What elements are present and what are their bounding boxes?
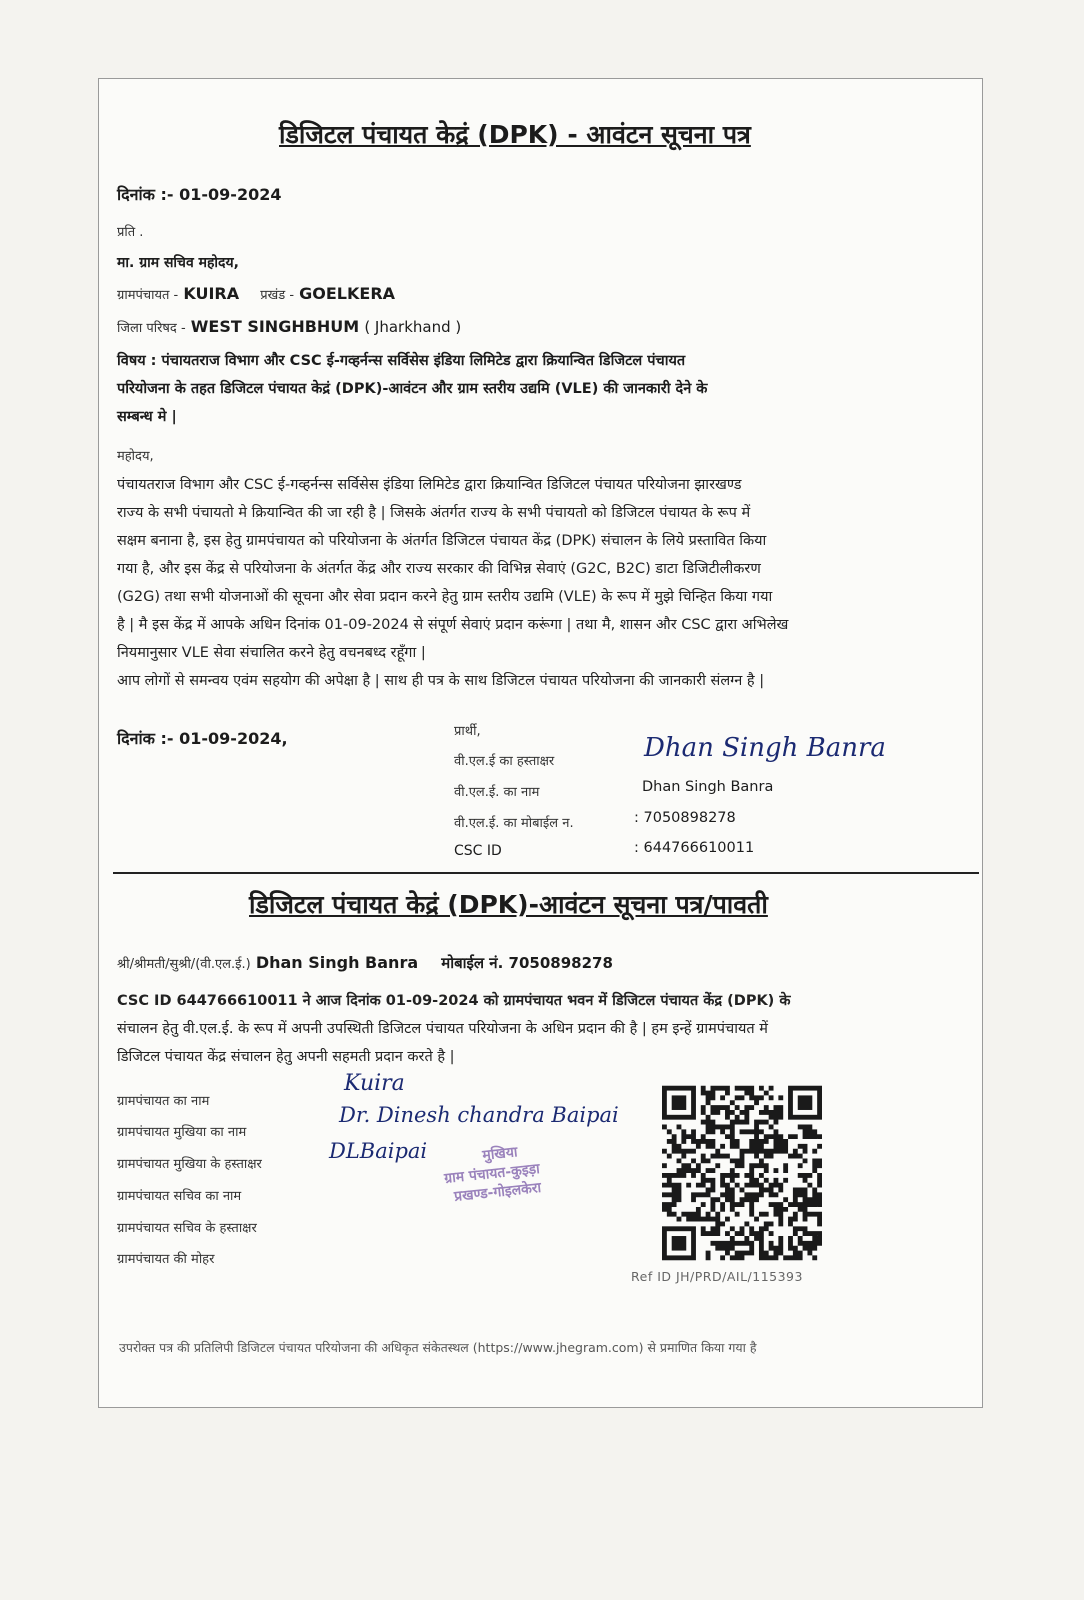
letter-body bbox=[117, 471, 788, 695]
handwritten-mukhiya: Dr. Dinesh chandra Baipai bbox=[339, 1103, 619, 1127]
stamp-line: मुखिया bbox=[481, 1144, 519, 1164]
body-line: (G2G) तथा सभी योजनाओं की सूचना और सेवा प्रदान करने हेतु ग्राम स्तरीय उद्यमि (VLE) के रूप में मुझे चिन्हित किया गया bbox=[117, 589, 773, 605]
vle-signature: Dhan Singh Banra bbox=[644, 733, 886, 763]
secretary-sign-label: ग्रामपंचायत सचिव के हस्ताक्षर bbox=[117, 1221, 257, 1236]
stamp-line: ग्राम पंचायत-कुइड़ा bbox=[443, 1161, 541, 1187]
state-value: ( Jharkhand ) bbox=[364, 318, 462, 336]
receipt-title: डिजिटल पंचायत केद्रं (DPK)-आवंटन सूचना पत्र/पावती bbox=[249, 890, 768, 919]
subject-line-1: विषय : पंचायतराज विभाग और CSC ई-गव्हर्नन्स सर्विसेस इंडिया लिमिटेड द्वारा क्रियान्वित डिजिटल पंचायत bbox=[117, 353, 686, 369]
vle-name-label: वी.एल.ई. का नाम bbox=[454, 785, 540, 800]
vle-sign-label: वी.एल.ई का हस्ताक्षर bbox=[454, 754, 555, 769]
district-value: WEST SINGHBHUM bbox=[190, 317, 360, 336]
panchayat-seal-label: ग्रामपंचायत की मोहर bbox=[117, 1252, 215, 1267]
body-line: पंचायतराज विभाग और CSC ई-गव्हर्नन्स सर्विसेस इंडिया लिमिटेड द्वारा क्रियान्वित डिजिटल पंचायत परियोजना झारखण्ड bbox=[117, 477, 742, 493]
receipt-mobile: मोबाईल नं. 7050898278 bbox=[441, 954, 613, 972]
panchayat-row bbox=[117, 284, 395, 303]
handwritten-panchayat: Kuira bbox=[344, 1071, 405, 1096]
receipt-line: CSC ID 644766610011 ने आज दिनांक 01-09-2024 को ग्रामपंचायत भवन में डिजिटल पंचायत केंद्र (DPK) के bbox=[117, 993, 791, 1009]
subject-line-3: सम्बन्ध मे | bbox=[117, 409, 177, 425]
receipt-line: डिजिटल पंचायत केंद्र संचालन हेतु अपनी सहमती प्रदान करते है | bbox=[117, 1049, 455, 1065]
to-secretary: मा. ग्राम सचिव महोदय, bbox=[117, 255, 239, 271]
sign-date: दिनांक :- 01-09-2024, bbox=[117, 729, 288, 748]
letter-date: दिनांक :- 01-09-2024 bbox=[117, 185, 282, 204]
body-line: गया है, और इस केंद्र से परियोजना के अंतर्गत केंद्र और राज्य सरकार की विभिन्न सेवाएं (G2C, B2C) डाटा डिजिटीलीकरण bbox=[117, 561, 761, 577]
stamp-line: प्रखण्ड-गोइलकेरा bbox=[453, 1179, 542, 1206]
body-line: सक्षम बनाना है, इस हेतु ग्रामपंचायत को परियोजना के अंतर्गत डिजिटल पंचायत केंद्र (DPK) संचालन के लिये प्रस्तावित किया bbox=[117, 533, 767, 549]
panchayat-label: ग्रामपंचायत - bbox=[117, 288, 179, 303]
district-row bbox=[117, 317, 461, 336]
body-line: नियमानुसार VLE सेवा संचालित करने हेतु वचनबध्द रहूँगा | bbox=[117, 645, 426, 661]
vle-mobile-label: वी.एल.ई. का मोबाईल न. bbox=[454, 816, 574, 831]
panchayat-value: KUIRA bbox=[183, 284, 240, 303]
csc-id: : 644766610011 bbox=[634, 840, 755, 856]
receipt-person-row bbox=[117, 953, 613, 973]
to-line: प्रति . bbox=[117, 225, 144, 240]
footer-note: उपरोक्त पत्र की प्रतिलिपी डिजिटल पंचायत परियोजना की अधिकृत संकेतस्थल (https://www.jhegram.com) से प्रमाणित किया गया है bbox=[119, 1340, 757, 1355]
receipt-name: Dhan Singh Banra bbox=[255, 953, 419, 972]
qr-code-icon bbox=[662, 1085, 822, 1261]
mukhiya-sign-label: ग्रामपंचायत मुखिया के हस्ताक्षर bbox=[117, 1157, 262, 1172]
subject bbox=[117, 347, 707, 431]
honorific-prefix: श्री/श्रीमती/सुश्री/(वी.एल.ई.) bbox=[117, 957, 251, 972]
body-line: है | मै इस केंद्र में आपके अधिन दिनांक 01-09-2024 से संपूर्ण सेवाएं प्रदान करूंगा | तथा मै, शासन और CSC द्वारा अभिलेख bbox=[117, 617, 789, 633]
subject-line-2: परियोजना के तहत डिजिटल पंचायत केद्रं (DPK)-आवंटन और ग्राम स्तरीय उद्यमि (VLE) की जानकारी देने के bbox=[117, 381, 708, 397]
receipt-body bbox=[117, 987, 791, 1071]
block-label: प्रखंड - bbox=[260, 288, 295, 303]
vle-mobile: : 7050898278 bbox=[634, 810, 736, 826]
district-label: जिला परिषद - bbox=[117, 321, 186, 336]
letter-title: डिजिटल पंचायत केद्रं (DPK) - आवंटन सूचना पत्र bbox=[279, 120, 751, 149]
receipt-line: संचालन हेतु वी.एल.ई. के रूप में अपनी उपस्थिती डिजिटल पंचायत परियोजना के अधिन प्रदान की है | हम इन्हें ग्रामपंचायत में bbox=[117, 1021, 768, 1037]
handwritten-signature: DLBaipai bbox=[329, 1139, 428, 1163]
salutation: महोदय, bbox=[117, 449, 154, 464]
csc-label: CSC ID bbox=[454, 843, 502, 859]
body-line: राज्य के सभी पंचायतो मे क्रियान्वित की जा रही है | जिसके अंतर्गत राज्य के सभी पंचायतो को डिजिटल पंचायत के रूप में bbox=[117, 505, 751, 521]
applicant-label: प्रार्थी, bbox=[454, 724, 481, 739]
reference-id: Ref ID JH/PRD/AIL/115393 bbox=[631, 1269, 803, 1284]
panchayat-name-label: ग्रामपंचायत का नाम bbox=[117, 1094, 210, 1109]
block-value: GOELKERA bbox=[299, 284, 396, 303]
panchayat-stamp bbox=[441, 1140, 542, 1207]
secretary-name-label: ग्रामपंचायत सचिव का नाम bbox=[117, 1189, 242, 1204]
mukhiya-name-label: ग्रामपंचायत मुखिया का नाम bbox=[117, 1125, 247, 1140]
section-divider bbox=[113, 872, 979, 874]
vle-name: Dhan Singh Banra bbox=[642, 779, 774, 795]
body-line: आप लोगों से समन्वय एवंम सहयोग की अपेक्षा है | साथ ही पत्र के साथ डिजिटल पंचायत परियोजना की जानकारी संलग्न है | bbox=[117, 673, 765, 689]
document-sheet bbox=[98, 78, 983, 1408]
